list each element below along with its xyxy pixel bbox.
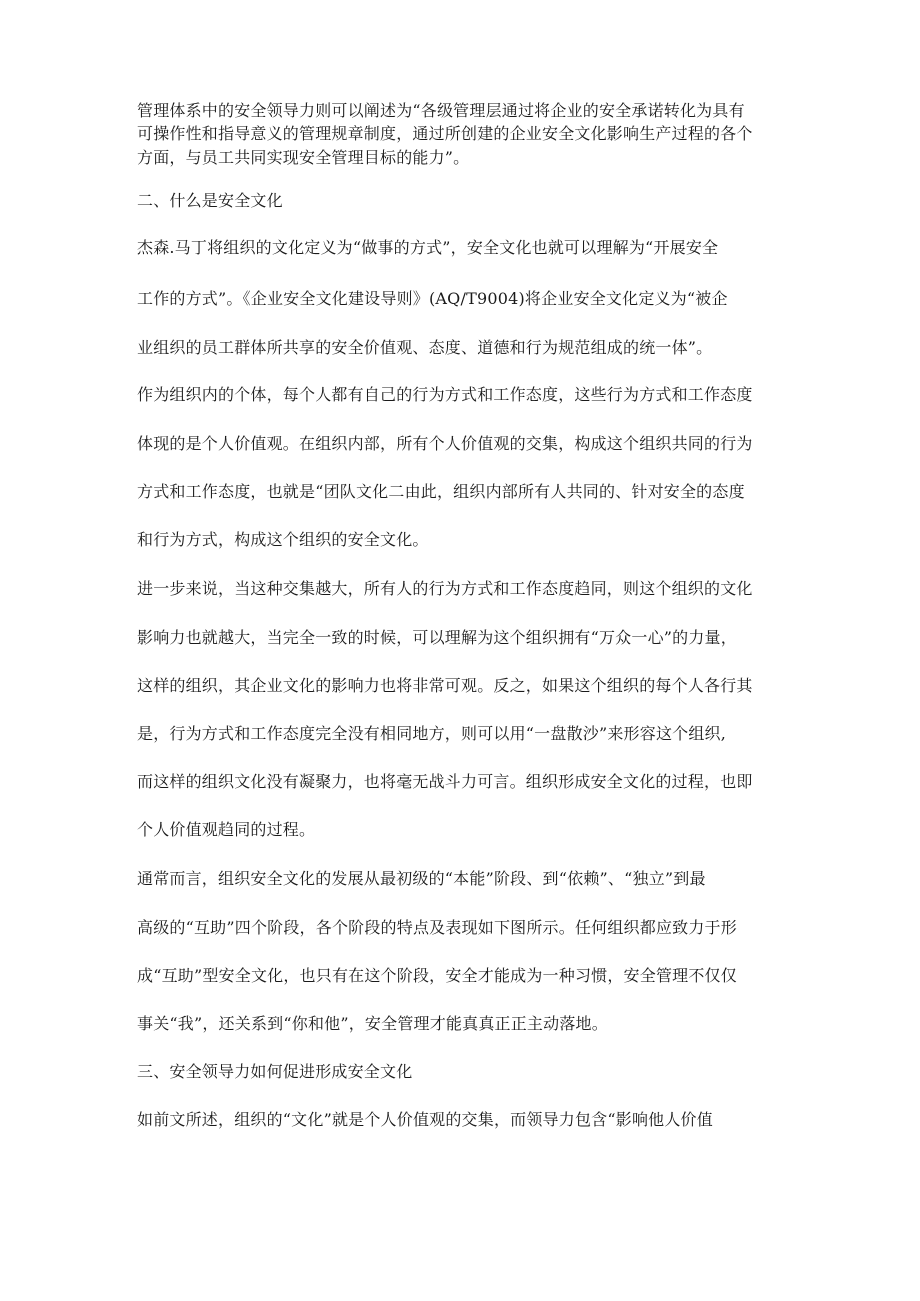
paragraph-line: 业组织的员工群体所共享的安全价值观、态度、道德和行为规范组成的统一体”。: [137, 338, 713, 357]
paragraph-line: 个人价值观趋同的过程。: [137, 820, 316, 839]
section-heading: 二、什么是安全文化: [137, 191, 283, 210]
paragraph-line: 方面，与员工共同实现安全管理目标的能力”。: [137, 148, 470, 167]
paragraph-line: 是，行为方式和工作态度完全没有相同地方，则可以用“一盘散沙”来形容这个组织,: [137, 724, 727, 743]
paragraph-line: 成“互助”型安全文化，也只有在这个阶段，安全才能成为一种习惯，安全管理不仅仅: [137, 966, 737, 985]
paragraph-line: 如前文所述，组织的“文化”就是个人价值观的交集，而领导力包含“影响他人价值: [137, 1110, 713, 1129]
paragraph-line: 影响力也就越大，当完全一致的时候，可以理解为这个组织拥有“万众一心”的力量，: [137, 628, 737, 647]
paragraph-line: 事关“我”，还关系到“你和他”，安全管理才能真真正正主动落地。: [137, 1014, 608, 1033]
paragraph-line: 和行为方式，构成这个组织的安全文化。: [137, 530, 429, 549]
paragraph-line: 进一步来说，当这种交集越大，所有人的行为方式和工作态度趋同，则这个组织的文化: [137, 579, 753, 598]
paragraph-line: 作为组织内的个体，每个人都有自己的行为方式和工作态度，这些行为方式和工作态度: [137, 385, 753, 404]
paragraph-line: 工作的方式”。《企业安全文化建设导则》(AQ/T9004)将企业安全文化定义为“被企: [137, 289, 728, 308]
paragraph-line: 这样的组织，其企业文化的影响力也将非常可观。反之，如果这个组织的每个人各行其: [137, 676, 753, 695]
section-heading: 三、安全领导力如何促进形成安全文化: [137, 1062, 413, 1081]
paragraph-line: 体现的是个人价值观。在组织内部，所有个人价值观的交集，构成这个组织共同的行为: [137, 434, 753, 453]
paragraph-line: 通常而言，组织安全文化的发展从最初级的“本能”阶段、到“依赖”、“独立”到最: [137, 869, 706, 888]
paragraph-line: 杰森.马丁将组织的文化定义为“做事的方式”，安全文化也就可以理解为“开展安全: [137, 238, 719, 257]
paragraph-line: 方式和工作态度，也就是“团队文化二由此，组织内部所有人共同的、针对安全的态度: [137, 482, 745, 501]
paragraph-line: 管理体系中的安全领导力则可以阐述为“各级管理层通过将企业的安全承诺转化为具有: [137, 101, 745, 120]
paragraph-line: 可操作性和指导意义的管理规章制度，通过所创建的企业安全文化影响生产过程的各个: [137, 124, 753, 143]
paragraph-line: 而这样的组织文化没有凝聚力，也将毫无战斗力可言。组织形成安全文化的过程，也即: [137, 772, 753, 791]
paragraph-line: 高级的“互助”四个阶段，各个阶段的特点及表现如下图所示。任何组织都应致力于形: [137, 918, 737, 937]
